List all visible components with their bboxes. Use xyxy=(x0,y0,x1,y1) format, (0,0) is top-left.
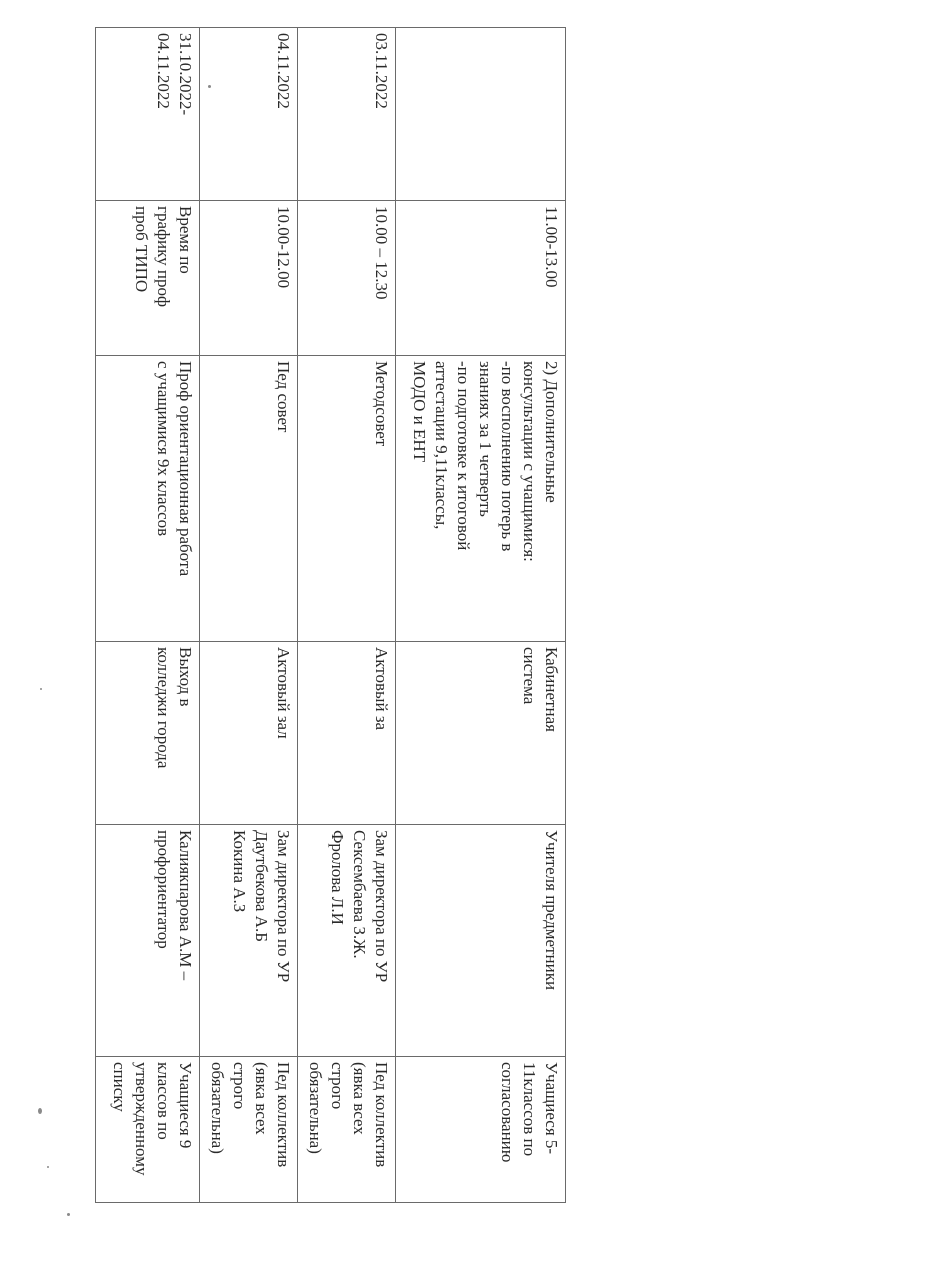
event-cell: 2) Дополнительные консультации с учащимися: -по восполнению потерь в знаниях за 1 четверть -по подготовке к итоговой аттестации 9,11классы, МОДО и ЕНТ xyxy=(396,356,566,642)
date-cell: 31.10.2022- 04.11.2022 xyxy=(96,28,200,201)
place-cell: Выход в колледжи города xyxy=(96,642,200,825)
events-table xyxy=(95,27,566,1203)
place-cell: Кабинетная система xyxy=(396,642,566,825)
scan-speck xyxy=(38,1108,42,1114)
participants-cell: Пед коллектив (явка всех строго обязательна) xyxy=(298,1057,396,1203)
responsible-cell: Зам директора по УР Даутбекова А.Б Кокина А.З xyxy=(200,825,298,1057)
participants-cell: Учащиеся 5- 11классов по согласованию xyxy=(396,1057,566,1203)
place-cell: Актовый зал xyxy=(200,642,298,825)
date-cell: 04.11.2022 xyxy=(200,28,298,201)
table-row xyxy=(200,28,298,1203)
event-cell: Проф ориентационная работа с учащимися 9х классов xyxy=(96,356,200,642)
scan-speck xyxy=(67,1213,70,1216)
date-cell: 03.11.2022 xyxy=(298,28,396,201)
scan-speck xyxy=(208,85,211,88)
time-cell: Время по графику проф проб ТИПО xyxy=(96,201,200,356)
table-row xyxy=(298,28,396,1203)
participants-cell: Учащиеся 9 классов по утвержденному списку xyxy=(96,1057,200,1203)
time-cell: 10.00-12.00 xyxy=(200,201,298,356)
participants-cell: Пед коллектив (явка всех строго обязательна) xyxy=(200,1057,298,1203)
time-cell: 10.00 – 12.30 xyxy=(298,201,396,356)
event-cell: Пед совет xyxy=(200,356,298,642)
event-cell: Методсовет xyxy=(298,356,396,642)
responsible-cell: Учителя предметники xyxy=(396,825,566,1057)
rotated-page xyxy=(96,27,566,1202)
time-cell: 11.00-13.00 xyxy=(396,201,566,356)
table-row xyxy=(396,28,566,1203)
scan-speck xyxy=(40,688,42,690)
table-row xyxy=(96,28,200,1203)
scan-speck xyxy=(47,1166,49,1168)
responsible-cell: Калиякпарова А.М – профориентатор xyxy=(96,825,200,1057)
responsible-cell: Зам директора по УР Сексембаева З.Ж. Фролова Л.И xyxy=(298,825,396,1057)
place-cell: Актовый за xyxy=(298,642,396,825)
date-cell xyxy=(396,28,566,201)
